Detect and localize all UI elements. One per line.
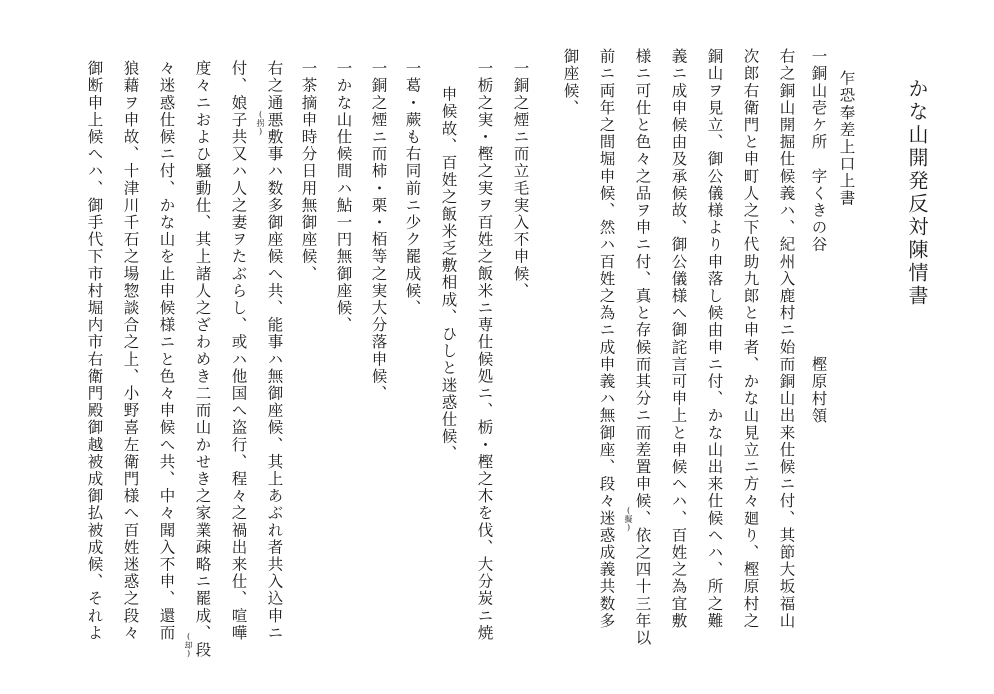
document-title: かな山開発反対陳情書	[905, 78, 929, 308]
heading-line: 乍恐奉差上口上書	[837, 70, 856, 207]
item-line: 一銅之煙ニ而柿・栗・栢等之実大分落申候、	[369, 60, 388, 402]
text-line: 右之通悪敷事ハ数多御座候へ共、能事ハ無御座候、其上あぶれ者共入込申ニ	[265, 60, 284, 642]
item-line: 一銅山壱ケ所 字くきの谷	[809, 48, 828, 254]
annotation-mark: (拐)	[256, 110, 265, 136]
text-line: 右之銅山開掘仕候義ハ、紀州入鹿村ニ始而銅山出来仕候ニ付、其節大坂福山	[777, 48, 796, 630]
item-line: 一栃之実・樫之実ヲ百姓之飯米ニ専仕候処ニ、栃・樫之木を伐、大分炭ニ焼	[475, 60, 494, 642]
text-line: 義ニ成申候由及承候故、御公儀様へ御詫言可申上と申候ヘハ、百姓之為宜敷	[669, 48, 688, 630]
item-line: 一葛・蕨も右同前ニ少ク罷成候、	[403, 60, 422, 317]
text-line: 御座候、	[561, 48, 580, 117]
text-line: 狼藉ヲ申故、十津川千石之場惣談合之上、小野喜左衛門様へ百姓迷惑之段々	[121, 60, 140, 642]
text-line: 様ニ可仕と色々之品ヲ申ニ付、真と存候而其分ニ而差置申候、依之四十三年以	[633, 48, 652, 647]
annotation-mark: (却)	[184, 632, 193, 658]
annotation-mark: (擬)	[624, 506, 633, 532]
text-line: 付、娘子共又ハ人之妻ヲたぶらし、或ハ他国へ盗行、程々之禍出来仕、喧嘩	[229, 60, 248, 642]
item-line: 一かな山仕候間ハ鮎一円無御座候、	[334, 60, 353, 334]
text-line: 度々ニおよひ騒動仕、其上諸人之ざわめき二而山かせき之家業疎略ニ罷成、段	[193, 60, 212, 659]
text-line: 申候故、百姓之飯米乏敷相成、ひしと迷惑仕候、	[439, 86, 458, 463]
village-line: 樫原村領	[809, 356, 828, 425]
item-line: 一茶摘申時分日用無御座候、	[299, 60, 318, 283]
text-line: 々迷惑仕候ニ付、かな山を止申候様ニと色々申候へ共、中々聞入不申、還而	[157, 60, 176, 642]
text-line: 御断申上候へハ、御手代下市村堀内市右衛門殿御越被成御払被成候、それよ	[85, 60, 104, 642]
text-line: 前ニ両年之間堀申候、然ハ百姓之為ニ成申義ハ無御座、段々迷惑成義共数多	[597, 48, 616, 630]
text-line: 次郎右衛門と申町人之下代助九郎と申者、かな山見立ニ方々廻り、樫原村之	[741, 48, 760, 630]
text-line: 銅山ヲ見立、御公儀様より申落し候由申ニ付、かな山出来仕候ヘハ、所之難	[705, 48, 724, 630]
item-line: 一銅之煙ニ而立毛実入不申候、	[511, 60, 530, 300]
